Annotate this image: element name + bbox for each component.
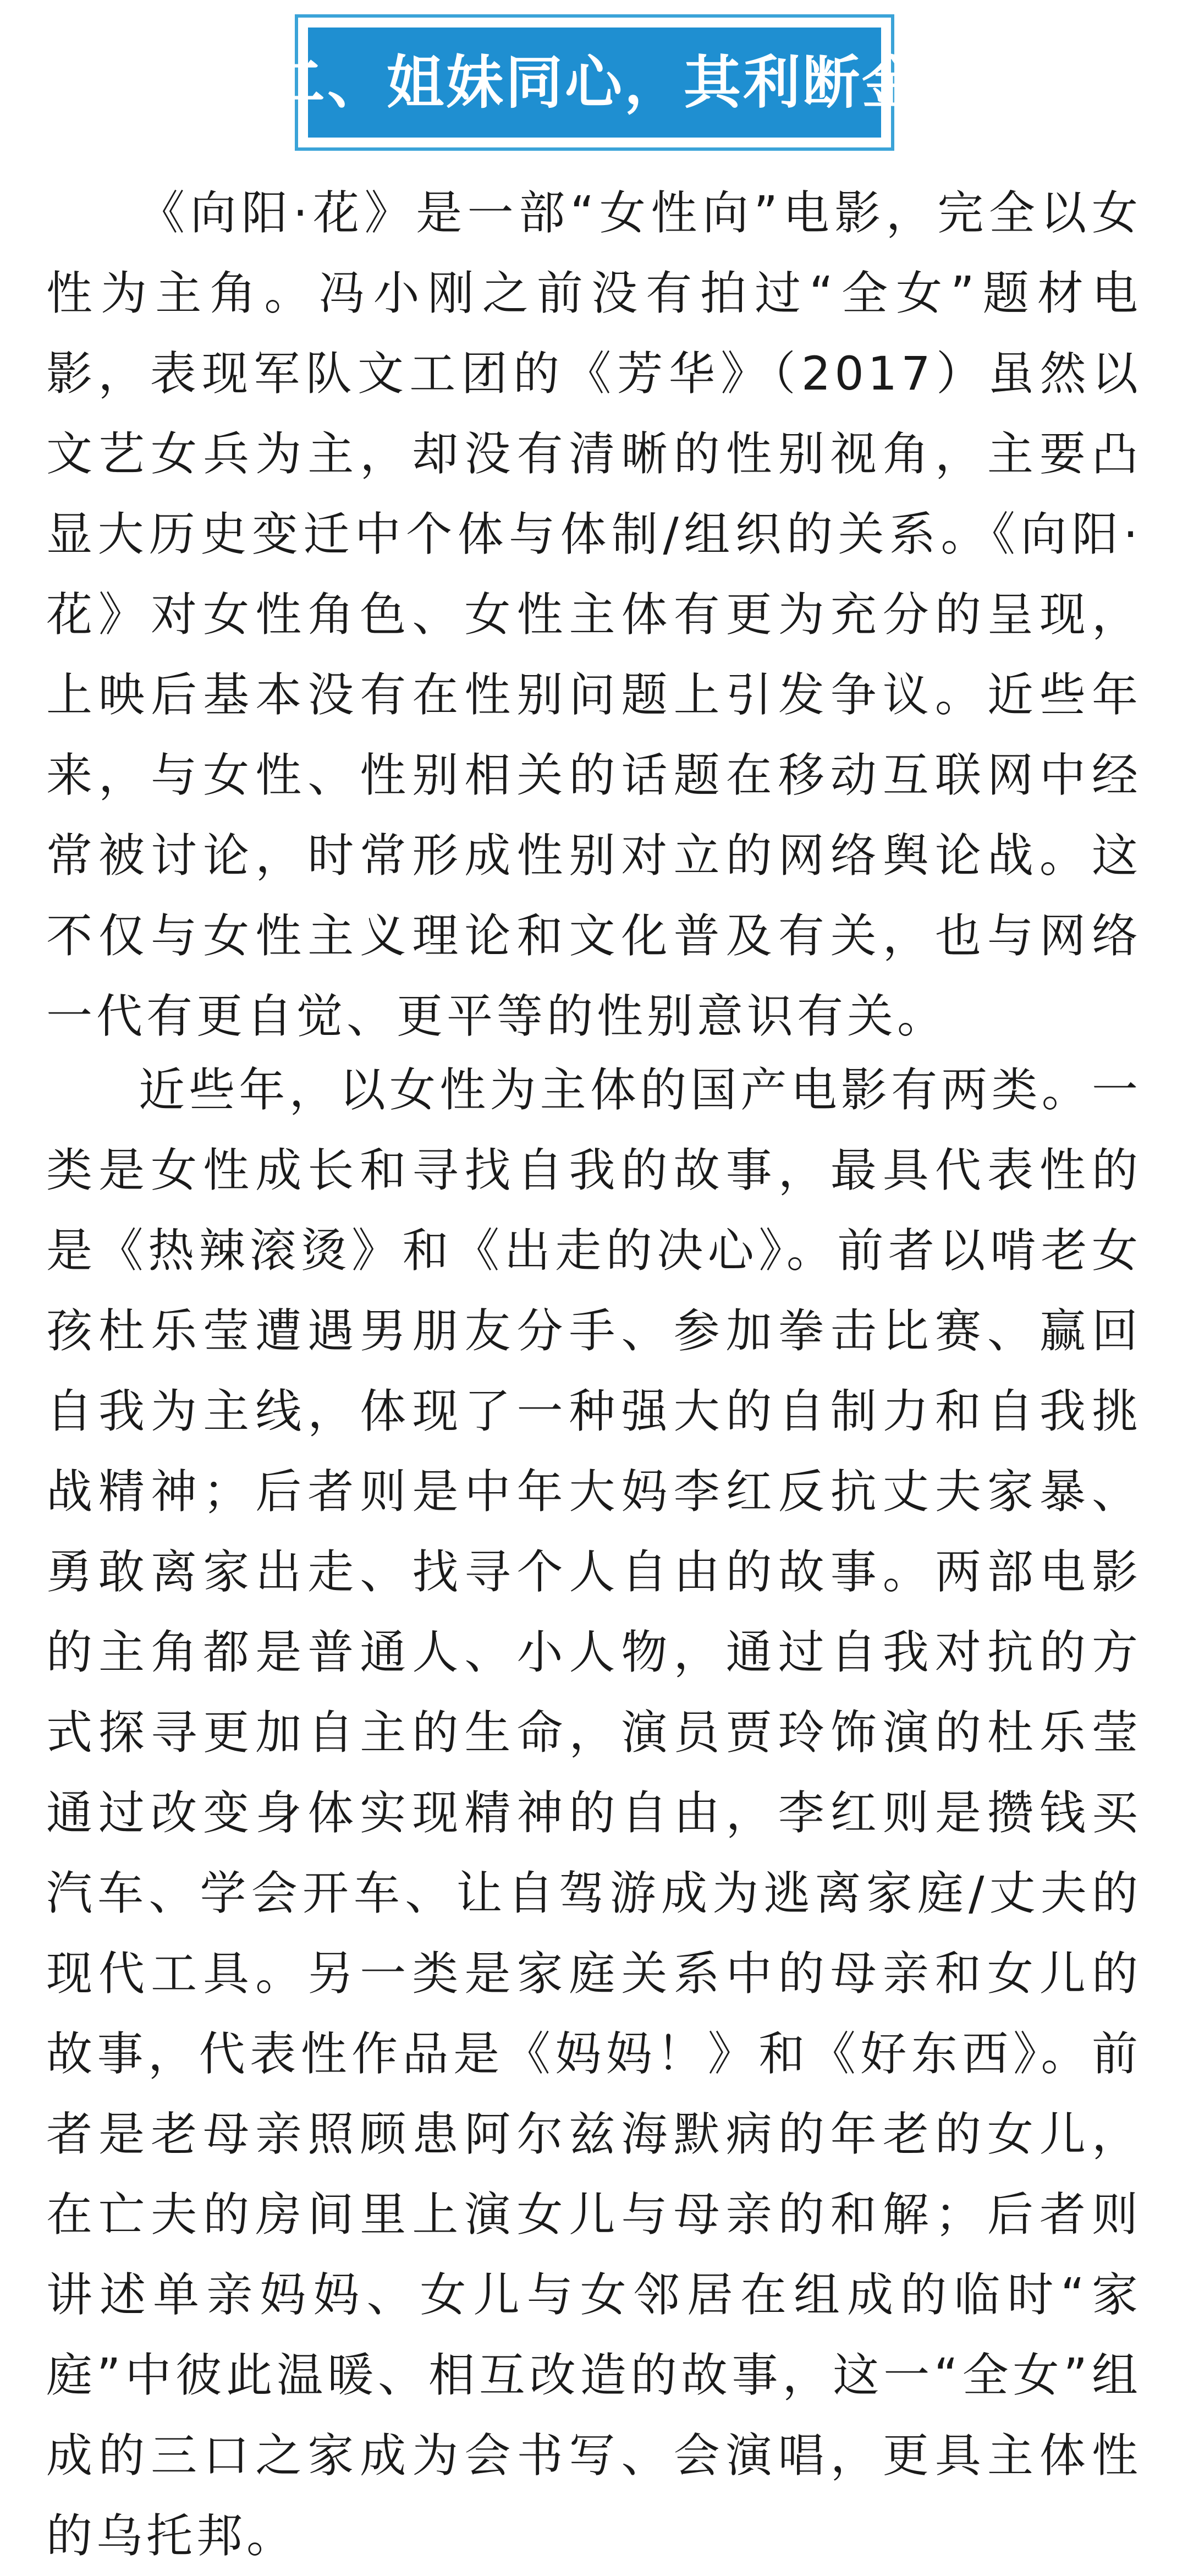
section-heading-frame — [268, 14, 922, 151]
section-heading-box — [268, 28, 922, 138]
paragraph-2: 近些年，以女性为主体的国产电影有两类。一类是女性成长和寻找自我的故事，最具代表性的是《热辣滚烫》和《出走的决心》。前者以啃老女孩杜乐莹遭遇男朋友分手、参加拳击比赛、赢回自我为主线，体现了一种强大的自制力和自我挑战精神；后者则是中年大妈李红反抗丈夫家暴、勇敢离家出走、找寻个人自由的故事。两部电影的主角都是普通人、小人物，通过自我对抗的方式探寻更加自主的生命，演员贾玲饰演的杜乐莹通过改变身体实现精神的自由，李红则是攒钱买汽车、学会开车、让自驾游成为逃离家庭/丈夫的现代工具。另一类是家庭关系中的母亲和女儿的故事，代表性作品是《妈妈！》和《好东西》。前者是老母亲照顾患阿尔兹海默病的年老的女儿，在亡夫的房间里上演女儿与母亲的和解；后者则讲述单亲妈妈、女儿与女邻居在组成的临时“家庭”中彼此温暖、相互改造的故事，这一“全女”组成的三口之家成为会书写、会演唱，更具主体性的乌托邦。 — [46, 1063, 1142, 2563]
paragraph-1: 《向阳·花》是一部“女性向”电影，完全以女性为主角。冯小刚之前没有拍过“全女”题材电影，表现军队文工团的《芳华》（2017）虽然以文艺女兵为主，却没有清晰的性别视角，主要凸显大历史变迁中个体与体制/组织的关系。《向阳·花》对女性角色、女性主体有更为充分的呈现，上映后基本没有在性别问题上引发争议。近些年来，与女性、性别相关的话题在移动互联网中经常被讨论，时常形成性别对立的网络舆论战。这不仅与女性主义理论和文化普及有关，也与网络一代有更自觉、更平等的性别意识有关。 — [46, 186, 1142, 1043]
section-heading: 二、姐妹同心，其利断金 — [268, 49, 922, 116]
